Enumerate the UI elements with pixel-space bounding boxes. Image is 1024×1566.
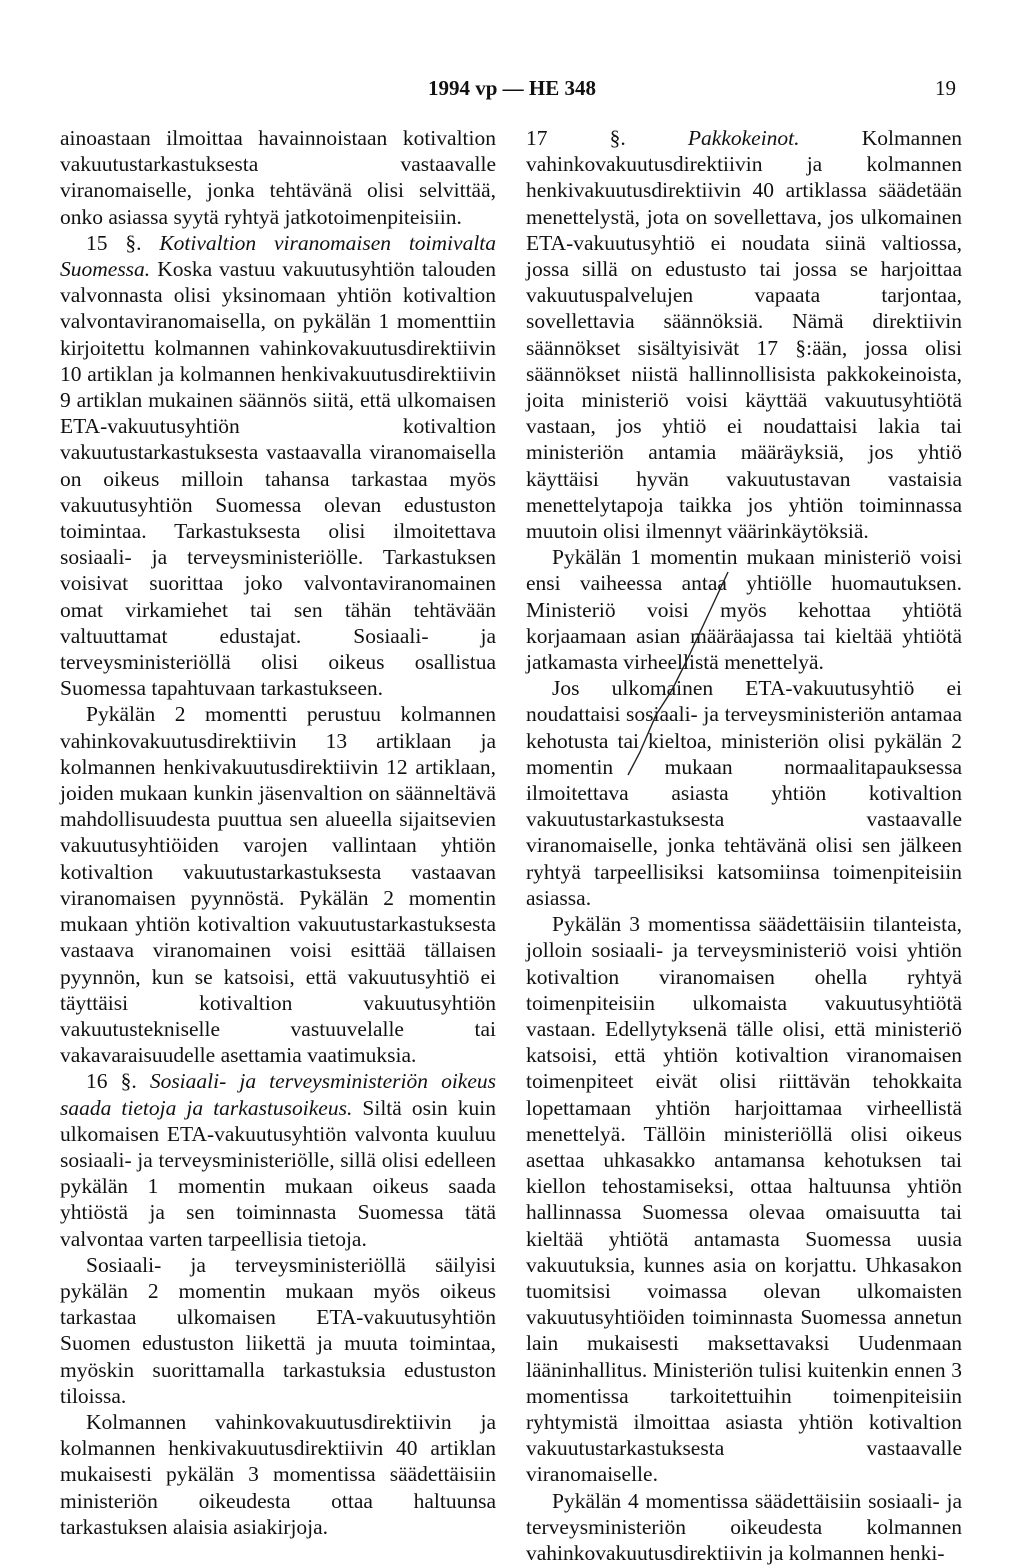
section-17-number: 17 §.	[526, 126, 626, 150]
paragraph: Pykälän 2 momentti perustuu kolmannen vahinkovakuutusdirektiivin 13 artiklaan ja kolmannen henkivakuutusdirektiivin 12 artiklaan, joiden mukaan kunkin jäsenvaltion on säänneltävä mahdollisuudesta puuttua sen alueella sijaitsevien vakuutusyhtiöiden varojen vallintaan yhtiön kotivaltion vakuutustarkastuksesta vastaavan viranomaisen pyynnöstä. Pykälän 2 momentin mukaan yhtiön kotivaltion vakuutustarkastuksesta vastaava viranomainen voisi esittää tällaisen pyynnön, kun se katsoisi, että vakuutusyhtiö ei täyttäisi kotivaltion vakuutusyhtiön vakuutustekniselle vastuuvelalle tai vakavaraisuudelle asettamia vaatimuksia.	[60, 702, 496, 1068]
paragraph-continues: Pykälän 4 momentissa säädettäisiin sosiaali- ja terveysministeriön oikeudesta kolmannen vahinkovakuutusdirektiivin ja kolmannen henki-	[526, 1488, 962, 1565]
section-17-heading: Pakkokeinot.	[687, 126, 800, 150]
left-column	[60, 125, 496, 1540]
paragraph: Pykälän 3 momentissa säädettäisiin tilanteista, jolloin sosiaali- ja terveysministeriö voisi yhtiön kotivaltion viranomaisen ohella ryhtyä toimenpiteisiin ulkomaista vakuutusyhtiötä vastaan. Edellytyksenä tälle olisi, että ministeriö katsoisi, että yhtiön kotivaltion viranomaisen toimenpiteet eivät olisi riittävän tehokkaita lopettamaan yhtiön harjoittamaa virheellistä menettelyä. Tällöin ministeriöllä olisi oikeus asettaa uhkasakko antamansa kehotuksen tai kiellon tehostamiseksi, ottaa haltuunsa yhtiön hallinnassa Suomessa olevaa omaisuutta tai kieltää yhtiötä antamasta Suomessa uusia vakuutuksia, kunnes asia on korjattu. Uhkasakon tuomitsisi voimassa olevan ulkomaisten vakuutusyhtiöiden toiminnasta Suomessa annetun lain mukaisesti maksettavaksi Uudenmaan lääninhallitus. Ministeriön tulisi kuitenkin ennen 3 momentissa tarkoitettuihin toimenpiteisiin ryhtymistä ilmoittaa asiasta yhtiön kotivaltion vakuutustarkastuksesta vastaavalle viranomaiselle.	[526, 912, 962, 1487]
section-15-number: 15 §.	[86, 230, 142, 255]
section-16-text: Siltä osin kuin ulkomaisen ETA-vakuutusyhtiön valvonta kuuluu sosiaali- ja terveysministeriölle, sillä olisi edelleen pykälän 1 momentin mukaan oikeus saada yhtiöstä ja sen toiminnasta Suomessa tätä valvontaa varten tarpeellisia tietoja.	[60, 1095, 497, 1251]
section-16-heading: Sosiaali- ja terveysministeriön oikeus saada tietoja ja tarkastusoikeus.	[60, 1069, 497, 1120]
paragraph: Pykälän 1 momentin mukaan ministeriö voisi ensi vaiheessa antaa yhtiölle huomautuksen. Ministeriö voisi myös kehottaa yhtiötä korjaamaan asian määräajassa tai kieltää yhtiötä jatkamasta virheellistä menettelyä.	[526, 545, 962, 675]
section-15	[60, 230, 496, 702]
paragraph-continuation: ainoastaan ilmoittaa havainnoistaan kotivaltion vakuutustarkastuksesta vastaavalle viranomaiselle, jonka tehtävänä olisi selvittää, onko asiassa syytä ryhtyä jatkotoimenpiteisiin.	[60, 126, 496, 229]
section-17-text: Kolmannen vahinkovakuutusdirektiivin ja kolmannen henkivakuutusdirektiivin 40 artiklassa säädetään menettelystä, jota on sovellettava, jos ulkomainen ETA-vakuutusyhtiö ei noudata siinä valtiossa, jossa sillä on edustusto tai jossa se harjoittaa vakuutuspalvelujen vapaata tarjontaa, sovellettavia säännöksiä. Nämä direktiivin säännökset sisältyisivät 17 §:ään, jossa olisi säännökset niistä hallinnollisista pakkokeinoista, joita ministeriö voisi käyttää vakuutusyhtiötä vastaan, jos yhtiö ei noudattaisi lakia tai ministeriön antamia määräyksiä, jos yhtiö käyttäisi hyvän vakuutustavan vastaisia menettelytapoja taikka jos yhtiön toiminnassa muutoin olisi ilmennyt väärinkäytöksiä.	[526, 126, 962, 544]
section-15-text: Koska vastuu vakuutusyhtiön talouden valvonnasta olisi yksinomaan yhtiön kotivaltion valvontaviranomaisella, on pykälän 1 momenttiin kirjoitettu kolmannen vahinkovakuutusdirektiivin 10 artiklan ja kolmannen henkivakuutusdirektiivin 9 artiklan mukainen säännös siitä, että ulkomaisen ETA-vakuutusyhtiön kotivaltion vakuutustarkastuksesta vastaavalla viranomaisella on oikeus milloin tahansa tarkastaa myös vakuutusyhtiön Suomessa olevan edustuston toimintaa. Tarkastuksesta olisi ilmoitettava sosiaali- ja terveysministeriölle. Tarkastuksen voisivat suorittaa joko valvontaviranomainen omat virkamiehet tai sen tähän tehtävään valtuuttamat edustajat. Sosiaali- ja terveysministeriöllä olisi oikeus osallistua Suomessa tapahtuvaan tarkastukseen.	[60, 257, 496, 701]
section-15-heading: Kotivaltion viranomaisen toimivalta Suomessa.	[60, 230, 497, 282]
page-number: 19	[935, 76, 956, 100]
paragraph: Jos ulkomainen ETA-vakuutusyhtiö ei noudattaisi sosiaali- ja terveysministeriön antamaa kehotusta tai kieltoa, ministeriön olisi pykälän 2 momentin mukaan normaalitapauksessa ilmoitettava asiasta yhtiön kotivaltion vakuutustarkastuksesta vastaavalle viranomaiselle, jonka tehtävänä olisi sen jälkeen ryhtyä tarpeellisiksi katsomiinsa toimenpiteisiin asiassa.	[526, 676, 962, 910]
section-16	[60, 1068, 496, 1251]
section-17	[526, 125, 962, 544]
right-column	[526, 125, 962, 1566]
section-16-number: 16 §.	[86, 1069, 137, 1094]
running-title: 1994 vp — HE 348	[427, 76, 597, 100]
paragraph: Kolmannen vahinkovakuutusdirektiivin ja kolmannen henkivakuutusdirektiivin 40 artiklan mukaisesti pykälän 3 momentissa säädettäisiin ministeriön oikeudesta ottaa haltuunsa tarkastuksen alaisia asiakirjoja.	[60, 1409, 496, 1539]
paragraph: Sosiaali- ja terveysministeriöllä säilyisi pykälän 2 momentin mukaan myös oikeus tarkastaa ulkomaisen ETA-vakuutusyhtiön Suomen edustuston liikettä ja muuta toimintaa, myöskin suorittamalla tarkastuksia edustuston tiloissa.	[60, 1252, 496, 1408]
